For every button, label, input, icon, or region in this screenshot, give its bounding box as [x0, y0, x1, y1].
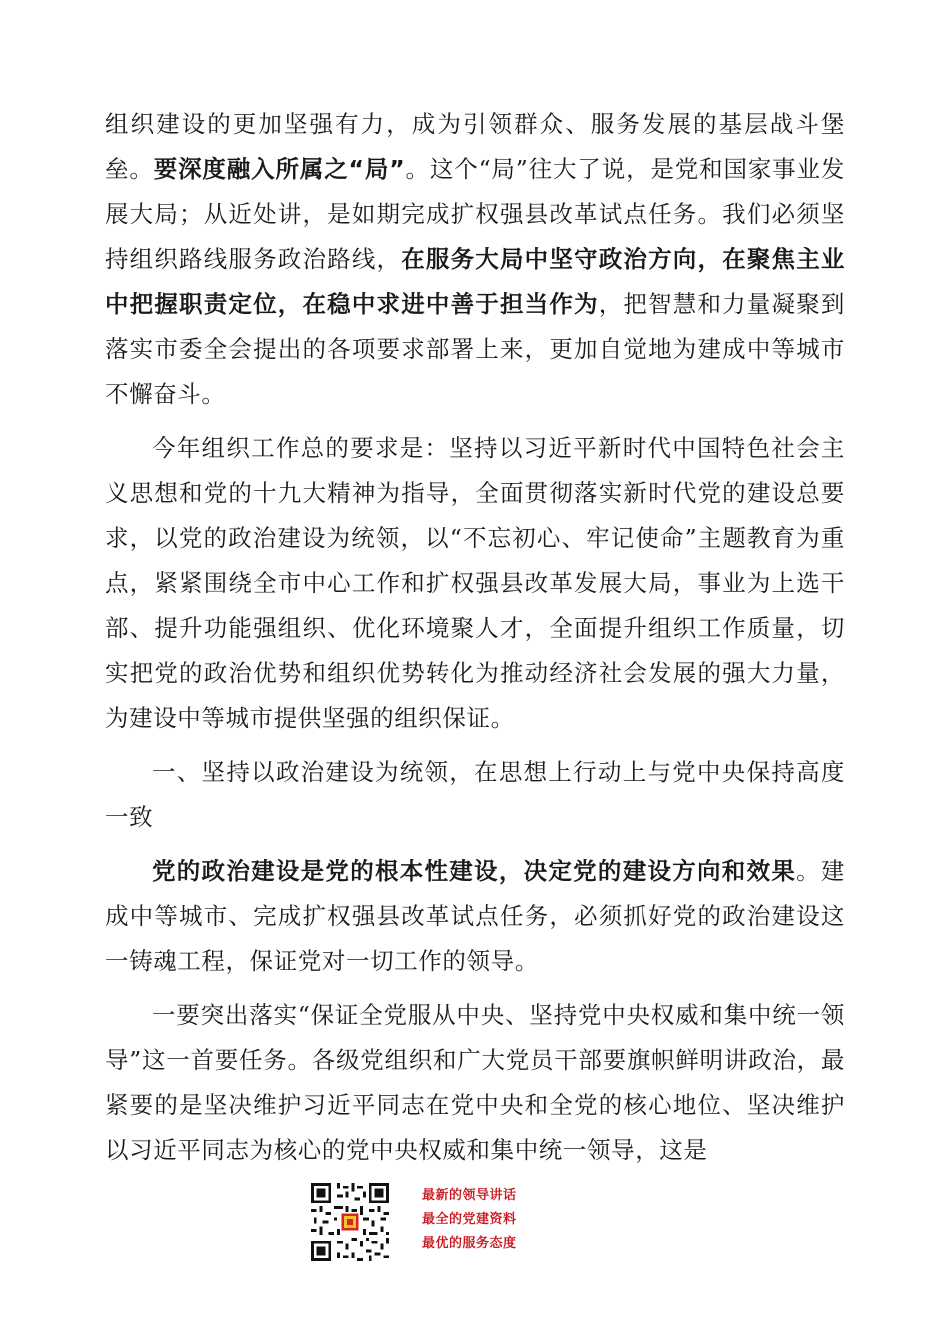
slogan-line-1: 最新的领导讲话	[422, 1188, 517, 1203]
paragraph-1-part-a: 组织建设的更加坚强有力，成为引领群众、服务发展的基层战斗堡垒。	[105, 110, 845, 183]
footer-promo	[308, 1176, 568, 1266]
paragraph-3	[105, 849, 845, 984]
paragraph-1	[105, 102, 845, 417]
paragraph-1-bold-lead: 要深度融入所属之“局”	[153, 155, 406, 183]
qr-code-icon	[308, 1180, 392, 1264]
section-heading-1: 一、坚持以政治建设为统领，在思想上行动上与党中央保持高度一致	[105, 758, 845, 831]
paragraph-1-bold-phrase: 在服务大局中坚守政治方向，在聚焦主业中把握职责定位，在稳中求进中善于担当作为	[105, 245, 845, 318]
paragraph-4: 一要突出落实“保证全党服从中央、坚持党中央权威和集中统一领导”这一首要任务。各级党组织和广大党员干部要旗帜鲜明讲政治，最紧要的是坚决维护习近平同志在党中央和全党的核心地位、坚决维护以习近平同志为核心的党中央权威和集中统一领导，这是	[105, 1001, 845, 1164]
paragraph-2: 今年组织工作总的要求是：坚持以习近平新时代中国特色社会主义思想和党的十九大精神为指导，全面贯彻落实新时代党的建设总要求，以党的政治建设为统领，以“不忘初心、牢记使命”主题教育为重点，紧紧围绕全市中心工作和扩权强县改革发展大局，事业为上选干部、提升功能强组织、优化环境聚人才，全面提升组织工作质量，切实把党的政治优势和组织优势转化为推动经济社会发展的强大力量，为建设中等城市提供坚强的组织保证。	[105, 434, 845, 732]
slogan-line-2: 最全的党建资料	[422, 1212, 517, 1227]
footer-slogans	[422, 1184, 517, 1256]
paragraph-1-part-e: ，把智慧和力量凝聚到落实市委全会提出的各项要求部署上来，更加自觉地为建成中等城市不懈奋斗。	[105, 290, 846, 408]
slogan-line-3: 最优的服务态度	[422, 1236, 517, 1251]
paragraph-1-part-c: 。这个“局”往大了说，是党和国家事业发展大局；从近处讲，是如期完成扩权强县改革试点任务。我们必须坚持组织路线服务政治路线，	[105, 155, 845, 273]
paragraph-3-bold-lead: 党的政治建设是党的根本性建设，决定党的建设方向和效果	[152, 857, 797, 885]
document-body	[105, 102, 845, 1173]
paragraph-3-rest: 。建成中等城市、完成扩权强县改革试点任务，必须抓好党的政治建设这一铸魂工程，保证党对一切工作的领导。	[105, 857, 845, 975]
